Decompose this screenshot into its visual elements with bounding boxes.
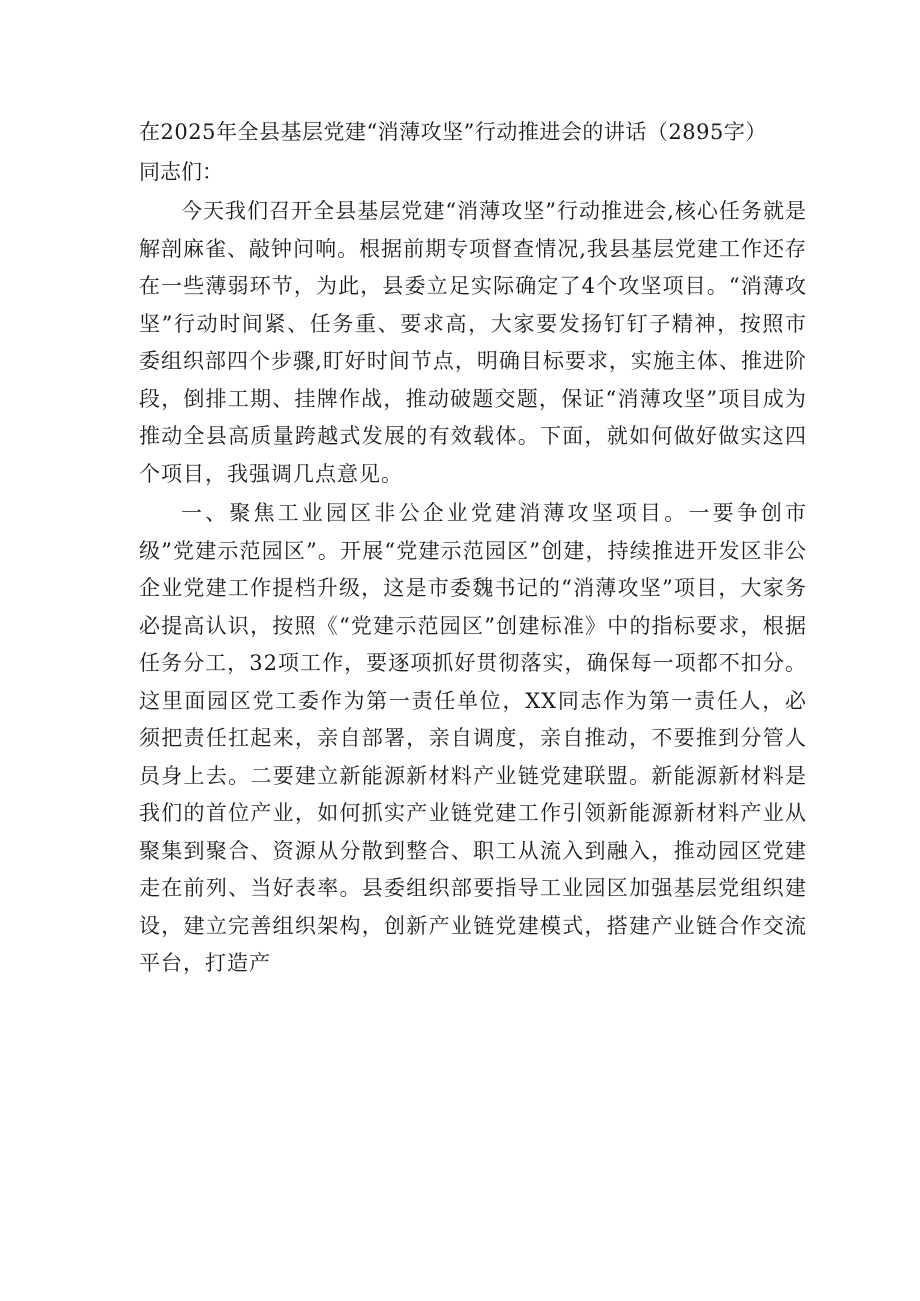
paragraph-section-one: 一、聚焦工业园区非公企业党建消薄攻坚项目。一要争创市级”党建示范园区”。开展“党建示范园区”创建，持续推进开发区非公企业党建工作提档升级，这是市委魏书记的“消薄攻坚”项目，大家务必提高认识，按照《“党建示范园区”创建标准》中的指标要求，根据任务分工，32项工作，要逐项抓好贯彻落实，确保每一项都不扣分。这里面园区党工委作为第一责任单位，XX同志作为第一责任人，必须把责任扛起来，亲自部署，亲自调度，亲自推动，不要推到分管人员身上去。二要建立新能源新材料产业链党建联盟。新能源新材料是我们的首位产业，如何抓实产业链党建工作引领新能源新材料产业从聚集到聚合、资源从分散到整合、职工从流入到融入，推动园区党建走在前列、当好表率。县委组织部要指导工业园区加强基层党组织建设，建立完善组织架构，创新产业链党建模式，搭建产业链合作交流平台，打造产 (139, 501, 807, 975)
document-page (139, 114, 807, 983)
paragraph-intro: 今天我们召开全县基层党建“消薄攻坚”行动推进会,核心任务就是解剖麻雀、敲钟问响。根据前期专项督查情况,我县基层党建工作还存在一些薄弱环节，为此，县委立足实际确定了4个攻坚项目。“消薄攻坚”行动时间紧、任务重、要求高，大家要发扬钉钉子精神，按照市委组织部四个步骤,盯好时间节点，明确目标要求，实施主体、推进阶段，倒排工期、挂牌作战，推动破题交题，保证“消薄攻坚”项目成为推动全县高质量跨越式发展的有效载体。下面，就如何做好做实这四个项目，我强调几点意见。 (139, 199, 807, 486)
document-title: 在2025年全县基层党建“消薄攻坚”行动推进会的讲话（2895字） (139, 120, 767, 144)
document-greeting: 同志们： (139, 160, 223, 184)
